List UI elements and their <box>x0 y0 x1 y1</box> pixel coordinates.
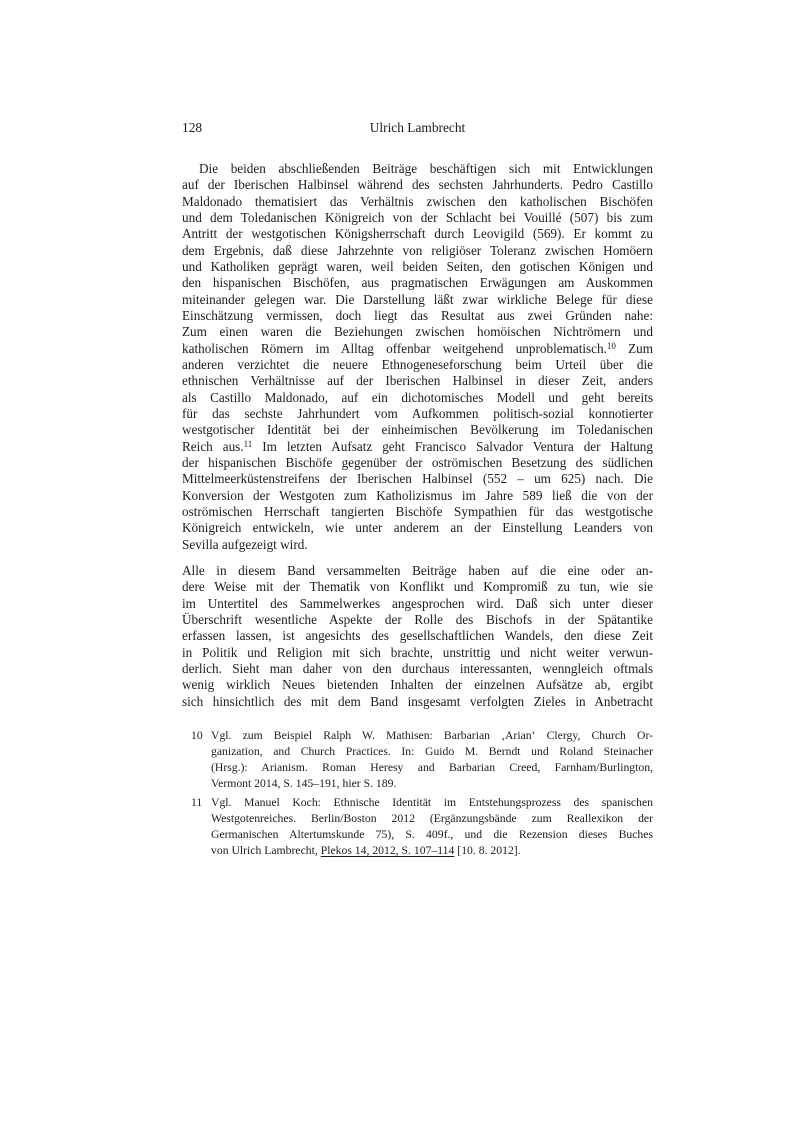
text-line: Zum einen waren die Beziehungen zwischen homöischen Nichtrömern und <box>182 324 653 340</box>
footnote-line: Vermont 2014, S. 145–191, hier S. 189. <box>211 776 397 790</box>
text-line: Die beiden abschließenden Beiträge beschäftigen sich mit Entwicklungen <box>199 161 653 176</box>
footnote-text <box>211 795 653 859</box>
text-line: und Katholiken geprägt waren, weil beiden Seiten, den gotischen Königen und <box>182 258 653 274</box>
footnote <box>191 795 653 859</box>
footnote-line: (Hrsg.): Arianism. Roman Heresy and Barbarian Creed, Farnham/Burlington, <box>211 760 653 774</box>
footnote-ref: 11 <box>243 438 253 449</box>
text-line: Alle in diesem Band versammelten Beiträge haben auf die eine oder an- <box>182 562 653 578</box>
text-line: Königreich entwickeln, wie unter anderem an der Einstellung Leanders von <box>182 520 653 536</box>
text-line: den hispanischen Bischöfen, aus pragmatischen Erwägungen am Auskommen <box>182 275 653 291</box>
running-title: Ulrich Lambrecht <box>369 120 466 135</box>
text-line: Einschätzung vermissen, doch liegt das Resultat aus zwei Gründen nahe: <box>182 307 653 323</box>
text-line: für das sechste Jahrhundert vom Aufkommen politisch-sozial konnotierter <box>182 405 653 421</box>
text-line: miteinander gelegen war. Die Darstellung läßt zwar wirkliche Belege für diese <box>182 291 653 307</box>
text-line: oströmischen Herrschaft tangierten Bischöfe Sympathien für das westgotische <box>182 503 653 519</box>
paragraph <box>182 563 653 710</box>
footnote-line: Germanischen Altertumskunde 75), S. 409f., und die Rezension dieses Buches <box>211 827 653 841</box>
body-paragraphs <box>182 161 653 710</box>
text-line: derlich. Sieht man daher von den durchaus interessanten, wenngleich oftmals <box>182 660 653 676</box>
text-line: Sevilla aufgezeigt wird. <box>182 536 308 552</box>
footnote-line: ganization, and Church Practices. In: Guido M. Berndt und Roland Steinacher <box>211 744 653 758</box>
text-line: der hispanischen Bischöfe gegenüber der oströmischen Besetzung des südlichen <box>182 454 653 470</box>
text-line: ethnischen Verhältnisse auf der Iberischen Halbinsel in dieser Zeit, anders <box>182 373 653 389</box>
footnote-number: 10 <box>191 728 203 742</box>
text-line: anderen verzichtet die neuere Ethnogeneseforschung beim Urteil über die <box>182 356 653 372</box>
footnotes <box>191 728 653 859</box>
text-line: Mittelmeerküstenstreifens der Iberischen Halbinsel (552 – um 625) nach. Die <box>182 471 653 487</box>
text-line: im Untertitel des Sammelwerkes angesprochen wird. Daß sich unter dieser <box>182 595 653 611</box>
text-line: dere Weise mit der Thematik von Konflikt und Kompromiß zu tun, wie sie <box>182 579 653 595</box>
footnote <box>191 728 653 792</box>
text-line: und dem Toledanischen Königreich von der Schlacht bei Vouillé (507) bis zum <box>182 209 653 225</box>
footnote-line: Westgotenreiches. Berlin/Boston 2012 (Ergänzungsbände zum Reallexikon der <box>211 811 653 825</box>
footnote-ref: 10 <box>606 340 616 351</box>
text-line: katholischen Römern im Alltag offenbar weitgehend unproblematisch.$^{10}$ Zum <box>182 340 653 356</box>
text-line: sich hinsichtlich des mit dem Band insgesamt verfolgten Zieles in Anbetracht <box>182 693 653 709</box>
text-line: wenig wirklich Neues bietenden Inhalten der einzelnen Aufsätze ab, ergibt <box>182 677 653 693</box>
text-line: erfassen lassen, ist angesichts des gesellschaftlichen Wandels, den diese Zeit <box>182 628 653 644</box>
footnote-number: 11 <box>191 795 203 809</box>
footnote-line: Vgl. Manuel Koch: Ethnische Identität im Entstehungsprozess des spanischen <box>211 795 653 809</box>
footnote-line: von Ulrich Lambrecht, Plekos 14, 2012, S. 107–114 [10. 8. 2012]. <box>211 843 521 857</box>
text-block <box>182 120 653 859</box>
text-line: auf der Iberischen Halbinsel während des sechsten Jahrhunderts. Pedro Castillo <box>182 177 653 193</box>
footnote-text <box>211 728 653 792</box>
footnote-line: Vgl. zum Beispiel Ralph W. Mathisen: Barbarian ‚Arian‘ Clergy, Church Or- <box>211 728 653 742</box>
text-line: Maldonado thematisiert das Verhältnis zwischen den katholischen Bischöfen <box>182 193 653 209</box>
text-line: in Politik und Religion mit sich brachte, unstrittig und nicht weiter verwun- <box>182 644 653 660</box>
plekos-review-link[interactable]: Plekos 14, 2012, S. 107–114 <box>320 843 455 857</box>
text-line: Antritt der westgotischen Königsherrschaft durch Leovigild (569). Er kommt zu <box>182 226 653 242</box>
text-line: Reich aus.$^{11}$ Im letzten Aufsatz geht Francisco Salvador Ventura der Haltung <box>182 438 653 454</box>
page-number: 128 <box>182 120 203 135</box>
paragraph <box>182 161 653 553</box>
text-line: Konversion der Westgoten zum Katholizismus im Jahre 589 ließ die von der <box>182 487 653 503</box>
text-line: Überschrift wesentliche Aspekte der Rolle des Bischofs in der Spätantike <box>182 611 653 627</box>
page-header <box>182 120 653 136</box>
text-line: als Castillo Maldonado, auf ein dichotomisches Modell und geht bereits <box>182 389 653 405</box>
text-line: westgotischer Identität bei der einheimischen Bevölkerung im Toledanischen <box>182 422 653 438</box>
text-line: dem Ergebnis, daß diese Jahrzehnte von religiöser Toleranz zwischen Homöern <box>182 242 653 258</box>
